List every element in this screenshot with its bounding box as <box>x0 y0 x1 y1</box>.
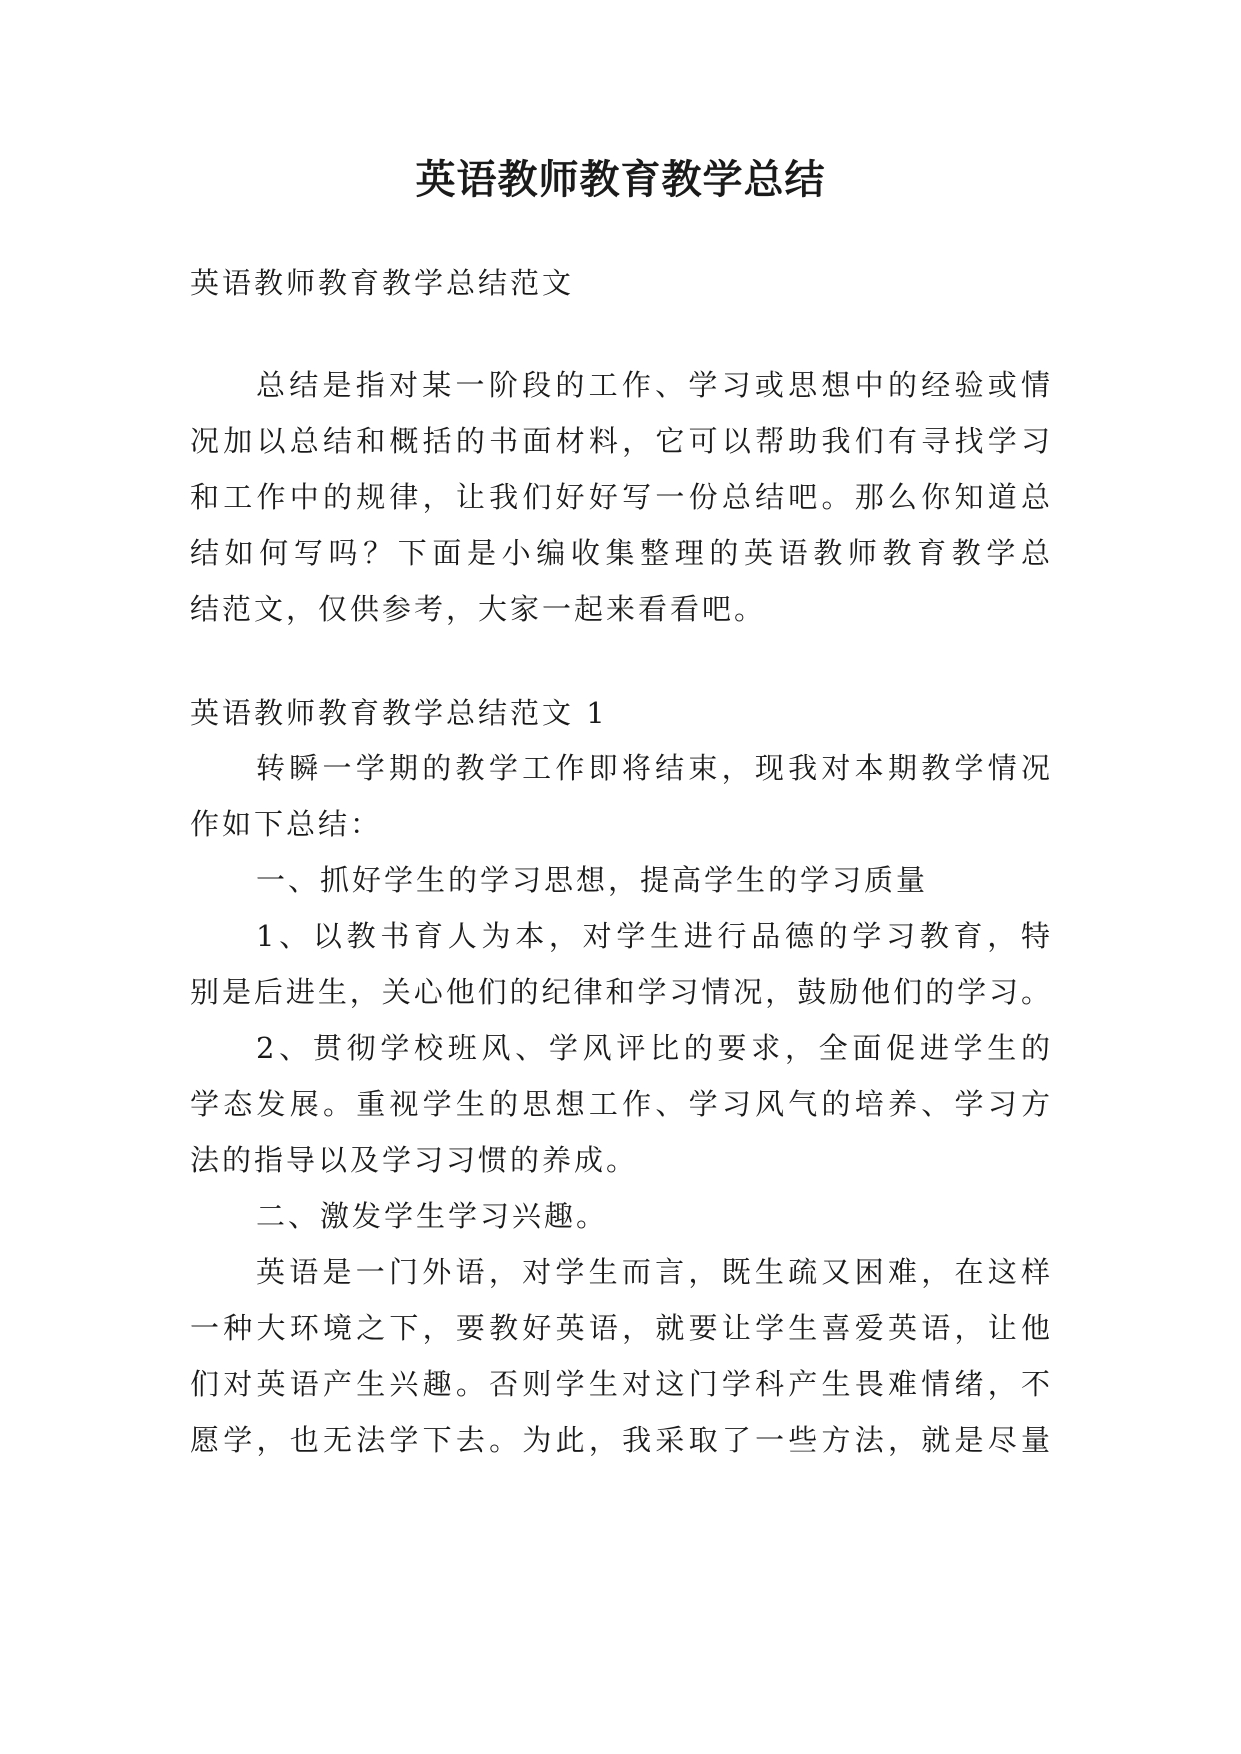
text-line: 2、贯彻学校班风、学风评比的要求，全面促进学生的 <box>256 1031 1050 1065</box>
section-heading: 英语教师教育教学总结范文 1 <box>190 696 608 730</box>
text-line: 总结是指对某一阶段的工作、学习或思想中的经验或情 <box>256 368 1050 402</box>
text-line: 愿学，也无法学下去。为此，我采取了一些方法，就是尽量 <box>190 1423 1050 1457</box>
subtitle-line: 英语教师教育教学总结范文 <box>190 266 575 300</box>
text-line: 结如何写吗？下面是小编收集整理的英语教师教育教学总 <box>190 536 1050 570</box>
text-line: 况加以总结和概括的书面材料，它可以帮助我们有寻找学习 <box>190 424 1050 458</box>
text-line: 别是后进生，关心他们的纪律和学习情况，鼓励他们的学习。 <box>190 975 1050 1009</box>
document-title: 英语教师教育教学总结 <box>415 156 826 203</box>
text-line: 二、激发学生学习兴趣。 <box>256 1199 609 1233</box>
text-line: 一种大环境之下，要教好英语，就要让学生喜爱英语，让他 <box>190 1311 1050 1345</box>
text-line: 法的指导以及学习习惯的养成。 <box>190 1143 639 1177</box>
text-line: 一、抓好学生的学习思想，提高学生的学习质量 <box>256 863 929 897</box>
text-line: 1、以教书育人为本，对学生进行品德的学习教育，特 <box>256 919 1050 953</box>
text-line: 结范文，仅供参考，大家一起来看看吧。 <box>190 592 767 626</box>
text-line: 和工作中的规律，让我们好好写一份总结吧。那么你知道总 <box>190 480 1050 514</box>
text-line: 作如下总结： <box>190 807 383 841</box>
text-line: 们对英语产生兴趣。否则学生对这门学科产生畏难情绪，不 <box>190 1367 1050 1401</box>
text-line: 学态发展。重视学生的思想工作、学习风气的培养、学习方 <box>190 1087 1050 1121</box>
text-line: 英语是一门外语，对学生而言，既生疏又困难，在这样 <box>256 1255 1050 1289</box>
text-line: 转瞬一学期的教学工作即将结束，现我对本期教学情况 <box>256 751 1050 785</box>
